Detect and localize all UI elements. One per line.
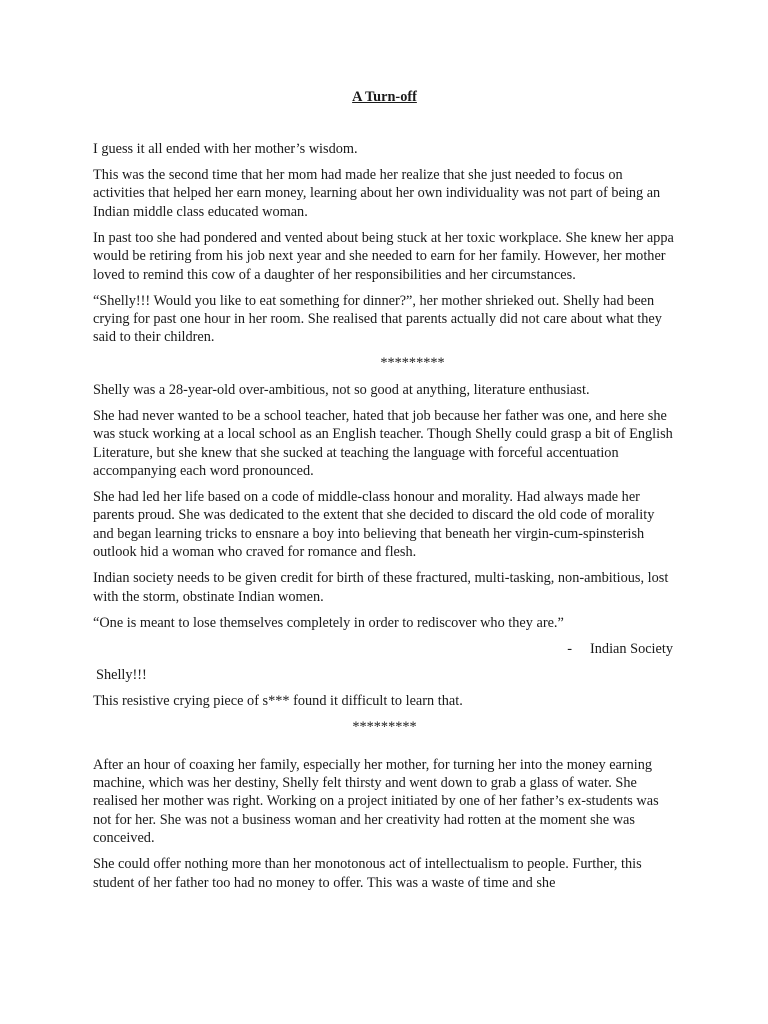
section-separator: ********* xyxy=(352,719,417,736)
paragraph: After an hour of coaxing her family, especially her mother, for turning her into the money earning machine, which was her destiny, Shelly felt thirsty and went down to grab a glass of water. She realised her mother was right. Working on a project initiated by one of her father’s ex-students was not for her. She was not a business woman and her creativity had rotten at the moment she was conceived. xyxy=(93,756,659,847)
paragraph: She could offer nothing more than her monotonous act of intellectualism to people. Further, this student of her father too had no money to offer. This was a waste of time and she xyxy=(93,856,642,891)
quote-attribution xyxy=(93,640,676,658)
quote-paragraph: “One is meant to lose themselves completely in order to rediscover who they are.” xyxy=(93,614,564,631)
exclamation-line: Shelly!!! xyxy=(96,666,147,683)
paragraph: She had led her life based on a code of middle-class honour and morality. Had always made her parents proud. She was dedicated to the extent that she decided to discard the old code of morality and began learning tricks to ensnare a boy into believing that beneath her virgin-cum-spinsterish outlook hid a woman who craved for romance and flesh. xyxy=(93,489,655,561)
paragraph: “Shelly!!! Would you like to eat something for dinner?”, her mother shrieked out. Shelly had been crying for past one hour in her room. She realised that parents actually did not care about what they said to their children. xyxy=(93,292,662,346)
attribution-text: Indian Society xyxy=(590,640,673,657)
paragraph: This was the second time that her mom had made her realize that she just needed to focus on activities that helped her earn money, learning about her own individuality was not part of being an Indian middle class educated woman. xyxy=(93,167,661,220)
paragraph: Indian society needs to be given credit for birth of these fractured, multi-tasking, non-ambitious, lost with the storm, obstinate Indian women. xyxy=(93,570,669,605)
document-title: A Turn-off xyxy=(352,89,417,105)
paragraph: This resistive crying piece of s*** found it difficult to learn that. xyxy=(93,693,463,710)
paragraph: Shelly was a 28-year-old over-ambitious, not so good at anything, literature enthusiast. xyxy=(93,381,590,398)
paragraph: I guess it all ended with her mother’s wisdom. xyxy=(93,141,358,157)
attribution-dash: - xyxy=(567,640,573,657)
section-separator: ********* xyxy=(380,355,445,372)
paragraph: She had never wanted to be a school teacher, hated that job because her father was one, and here she was stuck working at a local school as an English teacher. Though Shelly could grasp a bit of English Literature, but she knew that she sucked at teaching the language with forceful accentuation accompanying each word pronounced. xyxy=(93,407,673,480)
paragraph: In past too she had pondered and vented about being stuck at her toxic workplace. She knew her appa would be retiring from his job next year and she needed to earn for her family. However, her mother loved to remind this cow of a daughter of her responsibilities and her circumstances. xyxy=(93,229,674,283)
